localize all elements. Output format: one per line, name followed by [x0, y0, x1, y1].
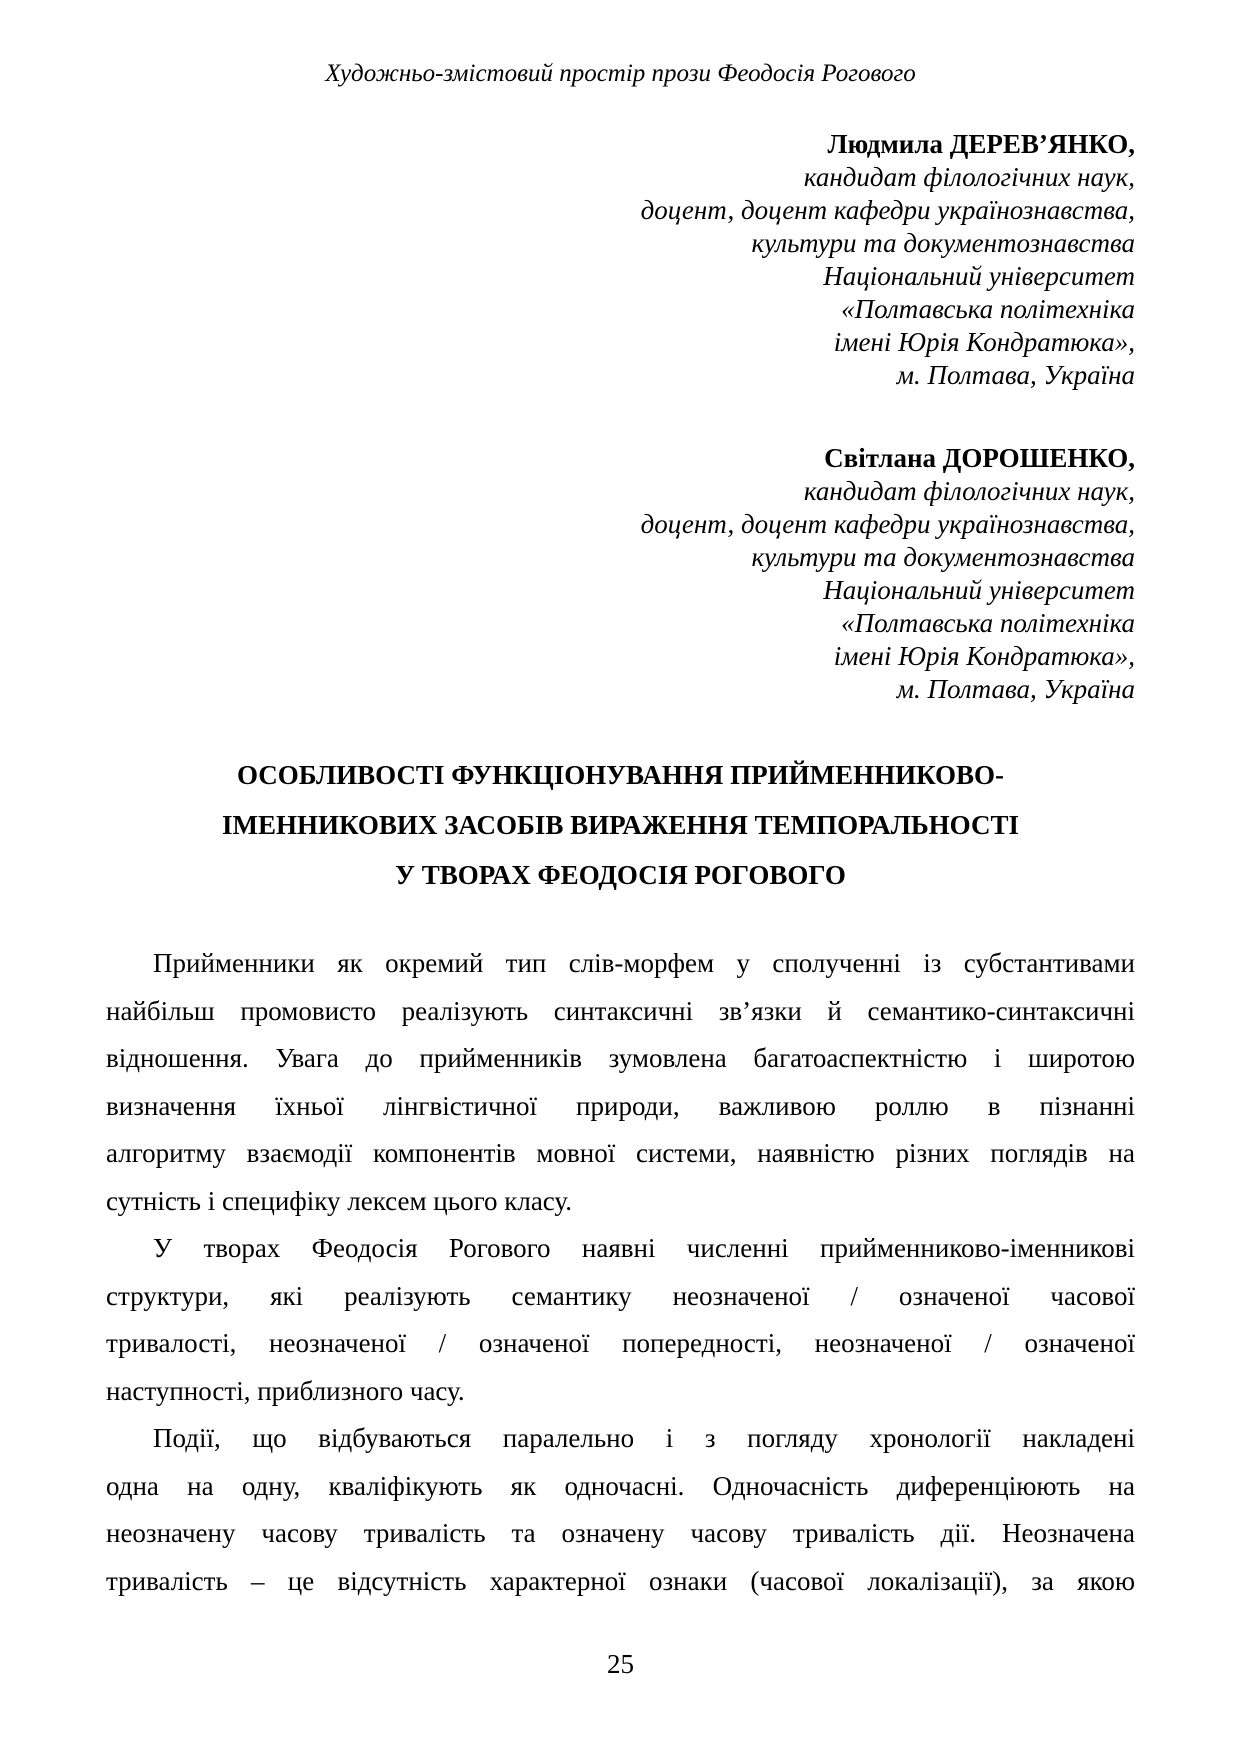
body-line: одна на одну, кваліфікують як одночасні. Одночасність диференціюють на: [106, 1470, 1135, 1501]
paragraph-1: [106, 940, 1135, 1225]
body-line: сутність і специфіку лексем цього класу.: [106, 1185, 572, 1216]
author-affiliation-line: культури та документознавства: [751, 542, 1135, 572]
body-line: найбільш промовисто реалізують синтаксичні зв’язки й семантико-синтаксичні: [106, 995, 1135, 1026]
paragraph-2: [106, 1225, 1135, 1415]
body-line: У творах Феодосія Рогового наявні численні прийменниково-іменникові: [153, 1233, 1135, 1263]
paragraph-3: [106, 1415, 1135, 1605]
body-line: неозначену часову тривалість та означену часову тривалість дії. Неозначена: [106, 1518, 1135, 1548]
body-line: тривалість – це відсутність характерної ознаки (часової локалізації), за якою: [106, 1565, 1135, 1596]
running-header: Художньо-змістовий простір прози Феодосія Рогового: [325, 60, 916, 87]
author-affiliation-line: кандидат філологічних наук,: [803, 162, 1135, 192]
author-affiliation-line: кандидат філологічних наук,: [803, 476, 1135, 506]
body-line: визначення їхньої лінгвістичної природи, важливою роллю в пізнанні: [106, 1090, 1135, 1121]
author-affiliation-line: Національний університет: [823, 261, 1135, 291]
author-affiliation-line: м. Полтава, Україна: [896, 674, 1135, 704]
author-affiliation-line: імені Юрія Кондратюка»,: [833, 641, 1135, 671]
body-line: структури, які реалізують семантику неозначеної / означеної часової: [106, 1280, 1135, 1311]
author-name: Світлана ДОРОШЕНКО,: [824, 443, 1135, 473]
author-affiliation-line: м. Полтава, Україна: [896, 360, 1135, 390]
body-line: Прийменники як окремий тип слів-морфем у сполученні із субстантивами: [153, 948, 1135, 978]
body-line: тривалості, неозначеної / означеної попередності, неозначеної / означеної: [106, 1328, 1135, 1358]
author-affiliation-line: Національний університет: [823, 575, 1135, 605]
body-line: відношення. Увага до прийменників зумовлена багатоаспектністю і широтою: [106, 1043, 1135, 1073]
title-line: У ТВОРАХ ФЕОДОСІЯ РОГОВОГО: [395, 860, 846, 890]
author-affiliation-line: імені Юрія Кондратюка»,: [833, 327, 1135, 357]
author-block-1: [106, 128, 1135, 392]
author-affiliation-line: доцент, доцент кафедри українознавства,: [640, 195, 1135, 225]
author-affiliation-line: «Полтавська політехніка: [841, 608, 1135, 638]
author-affiliation-line: доцент, доцент кафедри українознавства,: [640, 509, 1135, 539]
article-title: [106, 750, 1135, 900]
author-affiliation-line: «Полтавська політехніка: [841, 294, 1135, 324]
body-line: алгоритму взаємодії компонентів мовної системи, наявністю різних поглядів на: [106, 1138, 1135, 1168]
article-body: [106, 940, 1135, 1605]
page-number: 25: [607, 1649, 634, 1679]
body-line: Події, що відбуваються паралельно і з погляду хронології накладені: [153, 1423, 1135, 1453]
title-line: ІМЕННИКОВИХ ЗАСОБІВ ВИРАЖЕННЯ ТЕМПОРАЛЬНОСТІ: [221, 810, 1020, 840]
author-block-2: [106, 442, 1135, 706]
title-line: ОСОБЛИВОСТІ ФУНКЦІОНУВАННЯ ПРИЙМЕННИКОВО-: [236, 760, 1005, 790]
author-name: Людмила ДЕРЕВ’ЯНКО,: [827, 129, 1135, 159]
author-affiliation-line: культури та документознавства: [751, 228, 1135, 258]
body-line: наступності, приблизного часу.: [106, 1375, 465, 1406]
